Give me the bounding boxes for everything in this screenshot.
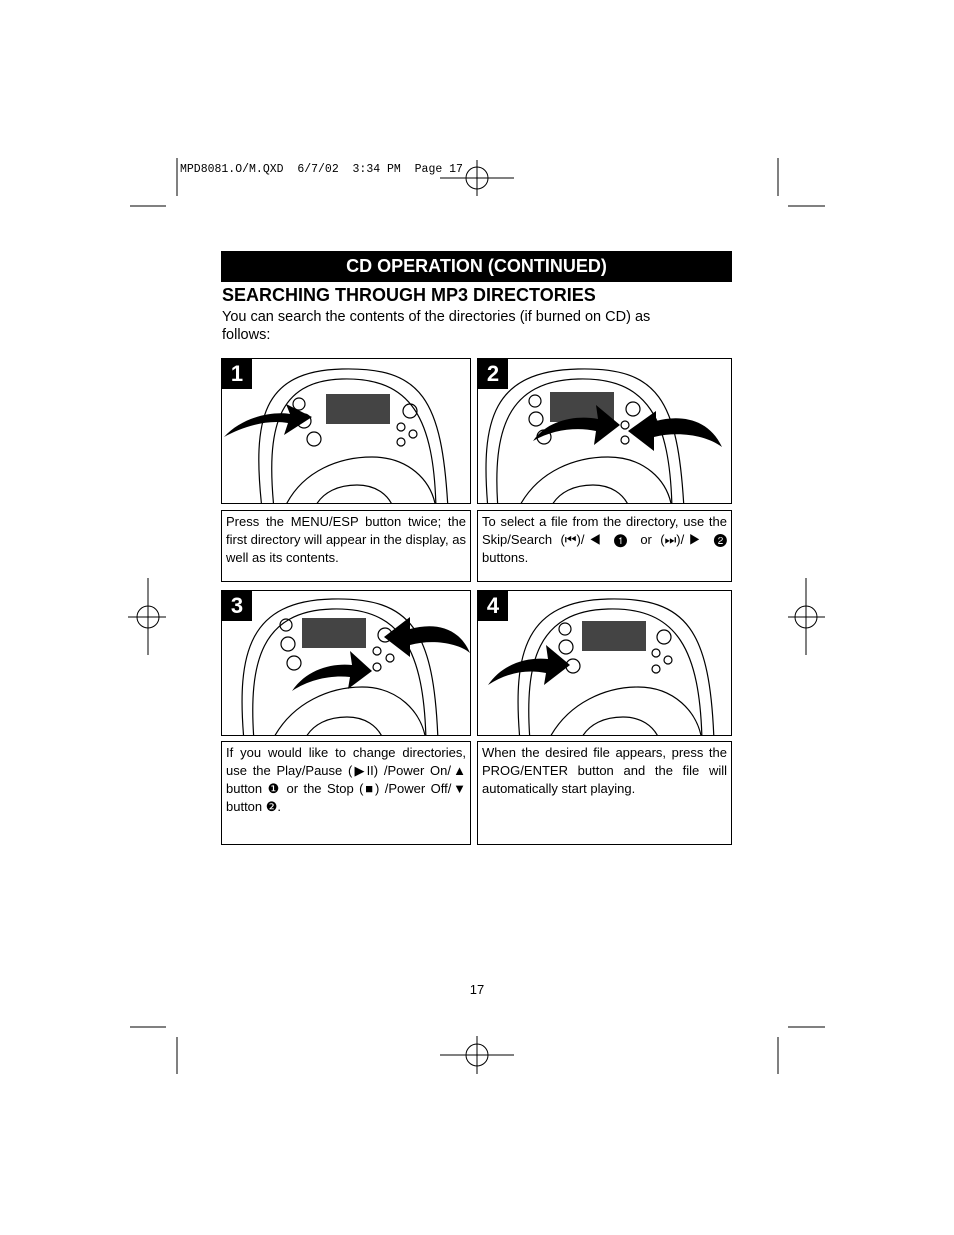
- intro-text: You can search the contents of the directories (if burned on CD) as follows:: [222, 309, 651, 343]
- cd-player-illustration: [222, 359, 470, 503]
- step-4-caption: When the desired file appears, press the PROG/ENTER button and the file will automatically start playing.: [477, 741, 732, 845]
- step-3-caption: If you would like to change directories, use the Play/Pause (▶II) /Power On/▲ button ❶ or the Stop (■) /Power Off/▼ button ❷.: [221, 741, 471, 845]
- step-number: 3: [222, 591, 252, 621]
- step-1-illustration: [221, 358, 471, 504]
- step-2-caption: To select a file from the directory, use the Skip/Search (⏮)/◀ ❶ or (⏭)/▶ ❷ buttons.: [477, 510, 732, 582]
- step-1-caption: Press the MENU/ESP button twice; the first directory will appear in the display, as well as its contents.: [221, 510, 471, 582]
- step-number: 1: [222, 359, 252, 389]
- step-number: 4: [478, 591, 508, 621]
- step-2-illustration: [477, 358, 732, 504]
- cd-player-illustration: [222, 591, 470, 735]
- print-header: MPD8081.O/M.QXD 6/7/02 3:34 PM Page 17: [180, 163, 463, 176]
- page-number: 17: [469, 982, 485, 997]
- step-number: 2: [478, 359, 508, 389]
- cd-player-illustration: [478, 359, 731, 503]
- section-title-bar: CD OPERATION (CONTINUED): [221, 251, 732, 282]
- step-3-illustration: [221, 590, 471, 736]
- cd-player-illustration: [478, 591, 731, 735]
- subheading: SEARCHING THROUGH MP3 DIRECTORIES: [222, 285, 596, 305]
- step-4-illustration: [477, 590, 732, 736]
